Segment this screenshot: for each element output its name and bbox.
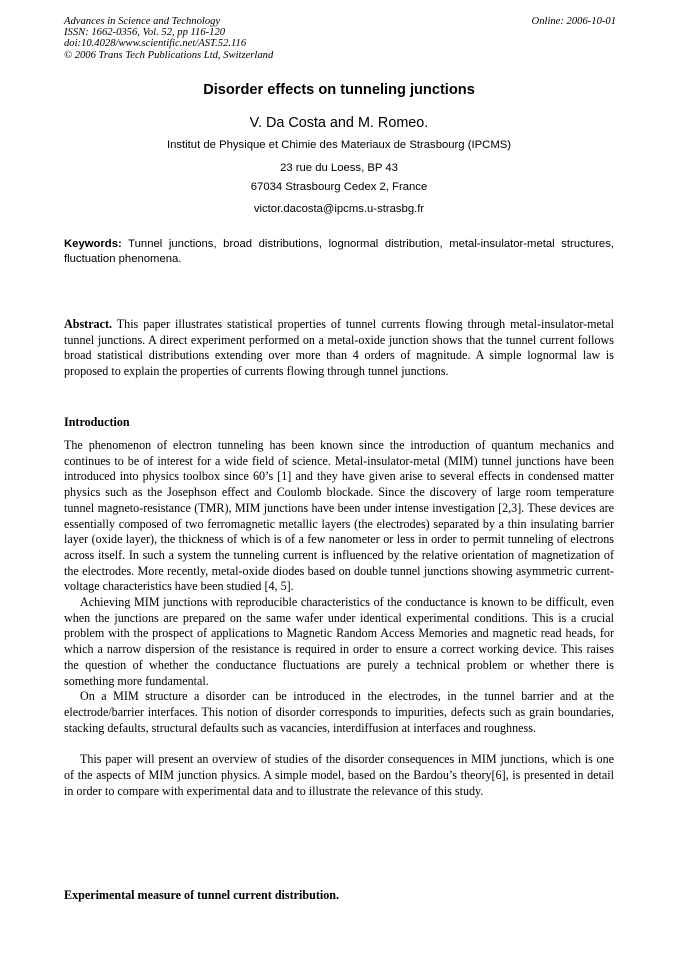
affiliation-street: 23 rue du Loess, BP 43 bbox=[280, 162, 398, 174]
introduction-heading: Introduction bbox=[64, 415, 130, 429]
keywords-label: Keywords: bbox=[64, 238, 122, 250]
intro-paragraph-3: On a MIM structure a disorder can be introduced in the electrodes, in the tunnel barrier and at the electrode/barrier interfaces. This notion of disorder corresponds to impurities, defects such as grain boundaries, stacking defaults, structural defaults such as vacancies, interdiffusion at interfaces and roughness. bbox=[64, 689, 614, 735]
intro-paragraph-2: Achieving MIM junctions with reproducible characteristics of the conductance is known to be difficult, even when the junctions are prepared on the same wafer under identical experimental conditions. This is a crucial problem with the prospect of applications to Magnetic Random Access Memories and magnetic read heads, for which a narrow dispersion of the resistance is required in order to ensure a correct working device. This raises the question of whether the conductance fluctuations are purely a technical problem or whether there is something more fundamental. bbox=[64, 595, 614, 688]
paper-title: Disorder effects on tunneling junctions bbox=[203, 82, 475, 98]
keywords-block bbox=[64, 237, 614, 267]
introduction-body bbox=[64, 438, 614, 799]
abstract-block bbox=[64, 317, 614, 380]
abstract-text: This paper illustrates statistical properties of tunnel currents flowing through metal-insulator-metal tunnel junctions. A direct experiment performed on a metal-oxide junction shows that the tunnel current follows broad statistical distributions extending over more than 4 orders of magnitude. A simple lognormal law is proposed to explain the properties of currents flowing through tunnel junctions. bbox=[64, 317, 614, 379]
journal-header bbox=[64, 16, 616, 61]
issn-line: ISSN: 1662-0356, Vol. 52, pp 116-120 bbox=[64, 27, 226, 39]
intro-paragraph-1: The phenomenon of electron tunneling has been known since the introduction of quantum mechanics and continues to be of interest for a wide field of science. Metal-insulator-metal (MIM) tunnel junctions have been introduced into physics toolbox since 60’s [1] and they have given arise to several effects in condensed matter physics such as the Josephson effect and Coulomb blockade. Since the discovery of large room temperature tunnel magneto-resistance (TMR), MIM junctions have been under intense investigation [2,3]. These devices are essentially composed of two ferromagnetic metallic layers (the electrodes) separated by a thin insulating barrier layer (oxide layer), the thickness of which is of a few nanometer or less in order to permit tunneling of electrons across itself. In such a system the tunneling current is influenced by the relative orientation of magnetization of the electrodes. More recently, metal-oxide diodes based on double tunnel junctions showing asymmetric current-voltage characteristics have been studied [4, 5]. bbox=[64, 438, 614, 594]
affiliation-city: 67034 Strasbourg Cedex 2, France bbox=[250, 181, 428, 193]
author-email[interactable]: victor.dacosta@ipcms.u-strasbg.fr bbox=[253, 203, 425, 215]
intro-paragraph-4: This paper will present an overview of studies of the disorder consequences in MIM junctions, which is one of the aspects of MIM junction physics. A simple model, based on the Bardou’s theory[6], is presented in detail in order to compare with experimental data and to illustrate the relevance of this study. bbox=[64, 752, 614, 798]
paper-authors: V. Da Costa and M. Romeo. bbox=[249, 115, 429, 131]
affiliation-institute: Institut de Physique et Chimie des Materiaux de Strasbourg (IPCMS) bbox=[166, 139, 512, 151]
copyright-line: © 2006 Trans Tech Publications Ltd, Switzerland bbox=[64, 49, 274, 61]
online-date: Online: 2006-10-01 bbox=[531, 16, 616, 27]
experimental-heading: Experimental measure of tunnel current distribution. bbox=[64, 888, 340, 902]
doi-line: doi:10.4028/www.scientific.net/AST.52.116 bbox=[64, 38, 247, 50]
keywords-text: Tunnel junctions, broad distributions, lognormal distribution, metal-insulator-metal structures, fluctuation phenomena. bbox=[64, 238, 614, 266]
journal-name: Advances in Science and Technology bbox=[64, 16, 221, 27]
abstract-label: Abstract. bbox=[64, 317, 113, 331]
